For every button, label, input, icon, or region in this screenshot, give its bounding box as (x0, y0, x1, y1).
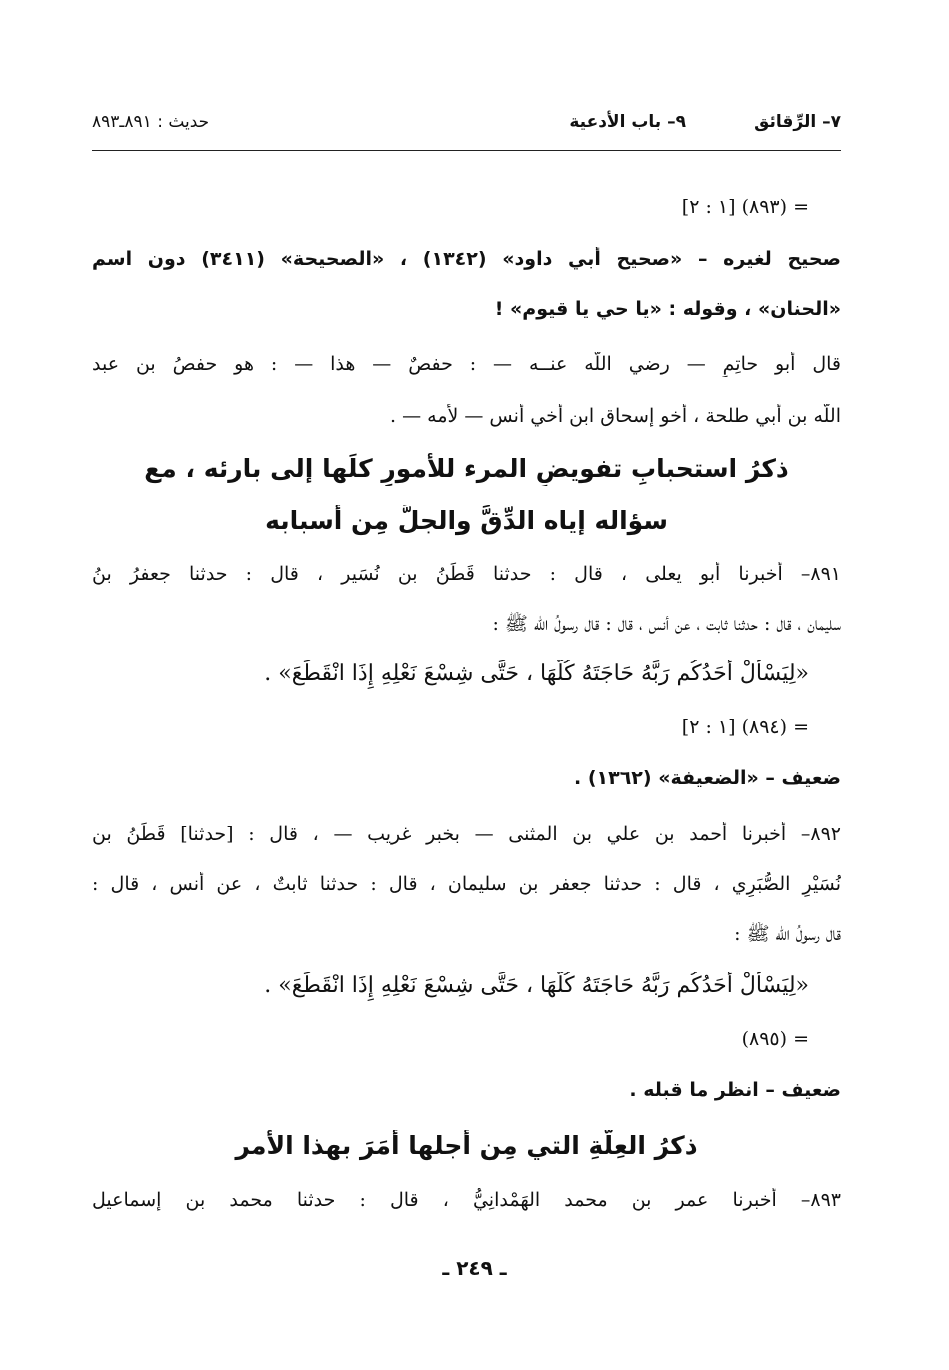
grading-line: «الحنان» ، وقوله : «يا حي يا قيوم» ! (494, 298, 841, 320)
section-heading: سؤاله إياه الدِّقَّ والجلَّ مِن أسبابه (265, 506, 668, 535)
grading-line: ضعيف – انظر ما قبله . (629, 1079, 841, 1101)
header-bab: ٩– باب الأدعية (569, 112, 686, 132)
text-line: قال أبو حاتِمٍ — رضي اللّه عنــه — : حفصٌ — هذا — : هو حفصُ بن عبد (92, 353, 841, 375)
reference-line: = (٨٩٤) [١ : ٢] (681, 716, 809, 738)
hadith-isnad-line: سليمان ، قال : حدثنا ثابت ، عن أنس ، قال : قال رسولُ اللّه ﷺ : (492, 613, 841, 635)
hadith-isnad-line: ٨٩١– أخبرنا أبو يعلى ، قال : حدثنا قَطَنُ بن نُسَير ، قال : حدثنا جعفرُ بنُ (92, 563, 841, 585)
reference-line: = (٨٩٥) (741, 1028, 809, 1050)
running-header (92, 106, 841, 151)
hadith-isnad-line: ٨٩٢– أخبرنا أحمد بن علي بن المثنى — بخبر غريب — ، قال : [حدثنا] قَطَنُ بن (92, 823, 841, 845)
text-line: اللّه بن أبي طلحة ، أخو إسحاق ابن أخي أنس — لأمه — . (390, 405, 841, 427)
header-hadith-range: حديث : ٨٩١ـ٨٩٣ (92, 112, 210, 132)
hadith-matn: «لِيَسْأَلْ أَحَدُكُم رَبَّهُ حَاجَتَهُ كُلَّهَا ، حَتَّى شِسْعَ نَعْلِهِ إِذَا انْقَطَعَ» . (264, 661, 809, 686)
hadith-isnad-line: قال رسولُ اللّه ﷺ : (734, 923, 841, 945)
hadith-matn: «لِيَسْأَلْ أَحَدُكُم رَبَّهُ حَاجَتَهُ كُلَّهَا ، حَتَّى شِسْعَ نَعْلِهِ إِذَا انْقَطَعَ» . (264, 973, 809, 998)
page-number: ـ ٢٤٩ ـ (442, 1256, 507, 1280)
grading-line: ضعيف – «الضعيفة» (١٣٦٢) . (573, 767, 841, 789)
reference-line: = (٨٩٣) [١ : ٢] (681, 196, 809, 218)
grading-line: صحيح لغيره – «صحيح أبي داود» (١٣٤٢) ، «الصحيحة» (٣٤١١) دون اسم (92, 248, 841, 270)
section-heading: ذكرُ العِلَّةِ التي مِن أجلها أَمَرَ بهذا الأمر (235, 1131, 698, 1160)
header-chapter: ٧– الرِّقائق (754, 112, 841, 132)
section-heading: ذكرُ استحبابِ تفويضِ المرء للأمورِ كلِّها إلى بارئه ، مع (144, 454, 789, 483)
hadith-isnad-line: ٨٩٣– أخبرنا عمر بن محمد الهَمْدانِيُّ ، قال : حدثنا محمد بن إسماعيل (92, 1189, 841, 1211)
hadith-isnad-line: نُسَيْرٍ الصُّبَرِي ، قال : حدثنا جعفر بن سليمان ، قال : حدثنا ثابتٌ ، عن أنس ، قال : (92, 873, 841, 895)
